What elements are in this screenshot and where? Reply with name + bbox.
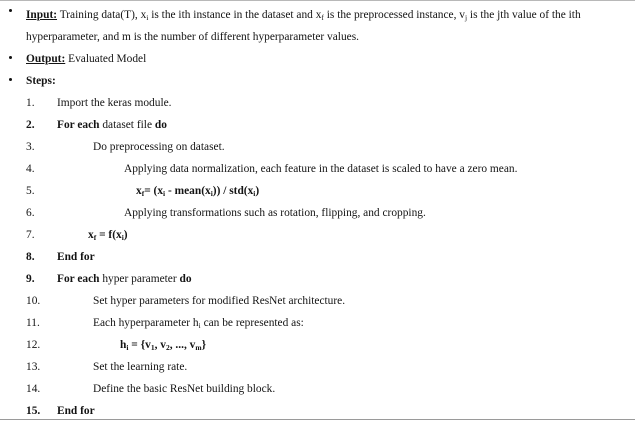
- output-section: [0, 48, 635, 70]
- step-14: [0, 378, 635, 400]
- input-text-part-1: Training data(T), x: [59, 9, 147, 21]
- formula-seg: ): [123, 229, 128, 241]
- input-section: [0, 1, 635, 48]
- step-keyword-do: do: [179, 273, 192, 285]
- input-line-1: [26, 4, 635, 26]
- bullet-icon: [9, 56, 12, 59]
- step-formula: [136, 180, 259, 202]
- formula-seg: = (x: [144, 185, 164, 197]
- formula-seg: , v: [154, 339, 166, 351]
- step-text: End for: [57, 251, 95, 263]
- step-text: Do preprocessing on dataset.: [93, 141, 225, 153]
- formula-seg: = f(x: [96, 229, 122, 241]
- step-number: 9.: [26, 273, 35, 285]
- step-text: Define the basic ResNet building block.: [93, 383, 276, 395]
- step-number: 12.: [26, 339, 41, 351]
- input-sub-f: f: [321, 13, 324, 23]
- step-number: 10.: [26, 295, 41, 307]
- step-number: 5.: [26, 185, 35, 197]
- input-sub-j: j: [464, 13, 468, 23]
- bullet-icon: [9, 9, 12, 12]
- step-number: 11.: [26, 317, 40, 329]
- formula-sub-f: f: [141, 189, 145, 199]
- formula-sub-m: m: [195, 343, 202, 353]
- step-number: 2.: [26, 119, 35, 131]
- output-line: [26, 48, 635, 70]
- step-number: 13.: [26, 361, 41, 373]
- step-number: 7.: [26, 229, 35, 241]
- step-body: dataset file: [99, 119, 155, 131]
- output-label: Output:: [26, 53, 66, 65]
- step-number: 6.: [26, 207, 35, 219]
- step-text: [57, 268, 192, 290]
- formula-sub-i: i: [163, 189, 166, 199]
- step-body: can be represented as:: [200, 317, 304, 329]
- step-2: [0, 114, 635, 136]
- formula-seg: }: [201, 339, 207, 351]
- step-text: Set the learning rate.: [93, 361, 188, 373]
- step-body: hyper parameter: [99, 273, 180, 285]
- formula-seg: = {v: [128, 339, 151, 351]
- formula-sub-1: 1: [150, 343, 155, 353]
- formula-h: h: [120, 339, 127, 351]
- steps-label: Steps:: [26, 75, 56, 87]
- step-15: [0, 400, 635, 422]
- step-number: 8.: [26, 251, 35, 263]
- formula-seg: - mean(x: [165, 185, 211, 197]
- step-10: [0, 290, 635, 312]
- formula-sub-i: i: [210, 189, 213, 199]
- bullet-icon: [9, 78, 12, 81]
- step-13: [0, 356, 635, 378]
- formula-x: x: [88, 229, 94, 241]
- formula-seg: , ..., v: [169, 339, 196, 351]
- input-text-part-3: is the preprocessed instance, v: [323, 9, 465, 21]
- formula-sub-2: 2: [165, 343, 170, 353]
- input-text-part-4: is the jth value of the ith: [467, 9, 581, 21]
- step-8: [0, 246, 635, 268]
- step-number: 15.: [26, 405, 41, 417]
- step-number: 1.: [26, 97, 35, 109]
- formula-x: x: [136, 185, 142, 197]
- step-4: [0, 158, 635, 180]
- steps-section: [0, 70, 635, 92]
- input-line-2: hyperparameter, and m is the number of different hyperparameter values.: [26, 31, 360, 43]
- step-text: End for: [57, 405, 95, 417]
- input-sub-i: i: [146, 13, 149, 23]
- formula-sub-f: f: [93, 233, 97, 243]
- formula-sub-i: i: [253, 189, 256, 199]
- step-text: Import the keras module.: [57, 97, 172, 109]
- step-9: [0, 268, 635, 290]
- step-formula: [88, 224, 128, 246]
- sub-i: i: [198, 321, 201, 331]
- step-text: [57, 114, 167, 136]
- step-body: Each hyperparameter h: [93, 317, 199, 329]
- steps-line: [26, 70, 635, 92]
- step-formula: [120, 334, 206, 356]
- formula-seg: ): [255, 185, 260, 197]
- formula-seg: )) / std(x: [212, 185, 254, 197]
- step-12: [0, 334, 635, 356]
- step-3: [0, 136, 635, 158]
- step-7: [0, 224, 635, 246]
- step-11: [0, 312, 635, 334]
- step-number: 14.: [26, 383, 41, 395]
- formula-sub-i: i: [126, 343, 129, 353]
- step-text: Applying transformations such as rotation, flipping, and cropping.: [124, 207, 426, 219]
- input-label: Input:: [26, 9, 58, 21]
- step-1: [0, 92, 635, 114]
- step-keyword-foreach: For each: [57, 273, 100, 285]
- step-5: [0, 180, 635, 202]
- output-text: Evaluated Model: [68, 53, 147, 65]
- step-text: Set hyper parameters for modified ResNet architecture.: [93, 295, 346, 307]
- step-keyword-do: do: [154, 119, 167, 131]
- step-text: Applying data normalization, each feature in the dataset is scaled to have a zero mean.: [124, 163, 518, 175]
- step-number: 4.: [26, 163, 35, 175]
- step-6: [0, 202, 635, 224]
- input-text-part-2: is the ith instance in the dataset and x: [148, 9, 322, 21]
- step-text: [93, 312, 304, 334]
- step-keyword-foreach: For each: [57, 119, 100, 131]
- formula-sub-i: i: [121, 233, 124, 243]
- step-number: 3.: [26, 141, 35, 153]
